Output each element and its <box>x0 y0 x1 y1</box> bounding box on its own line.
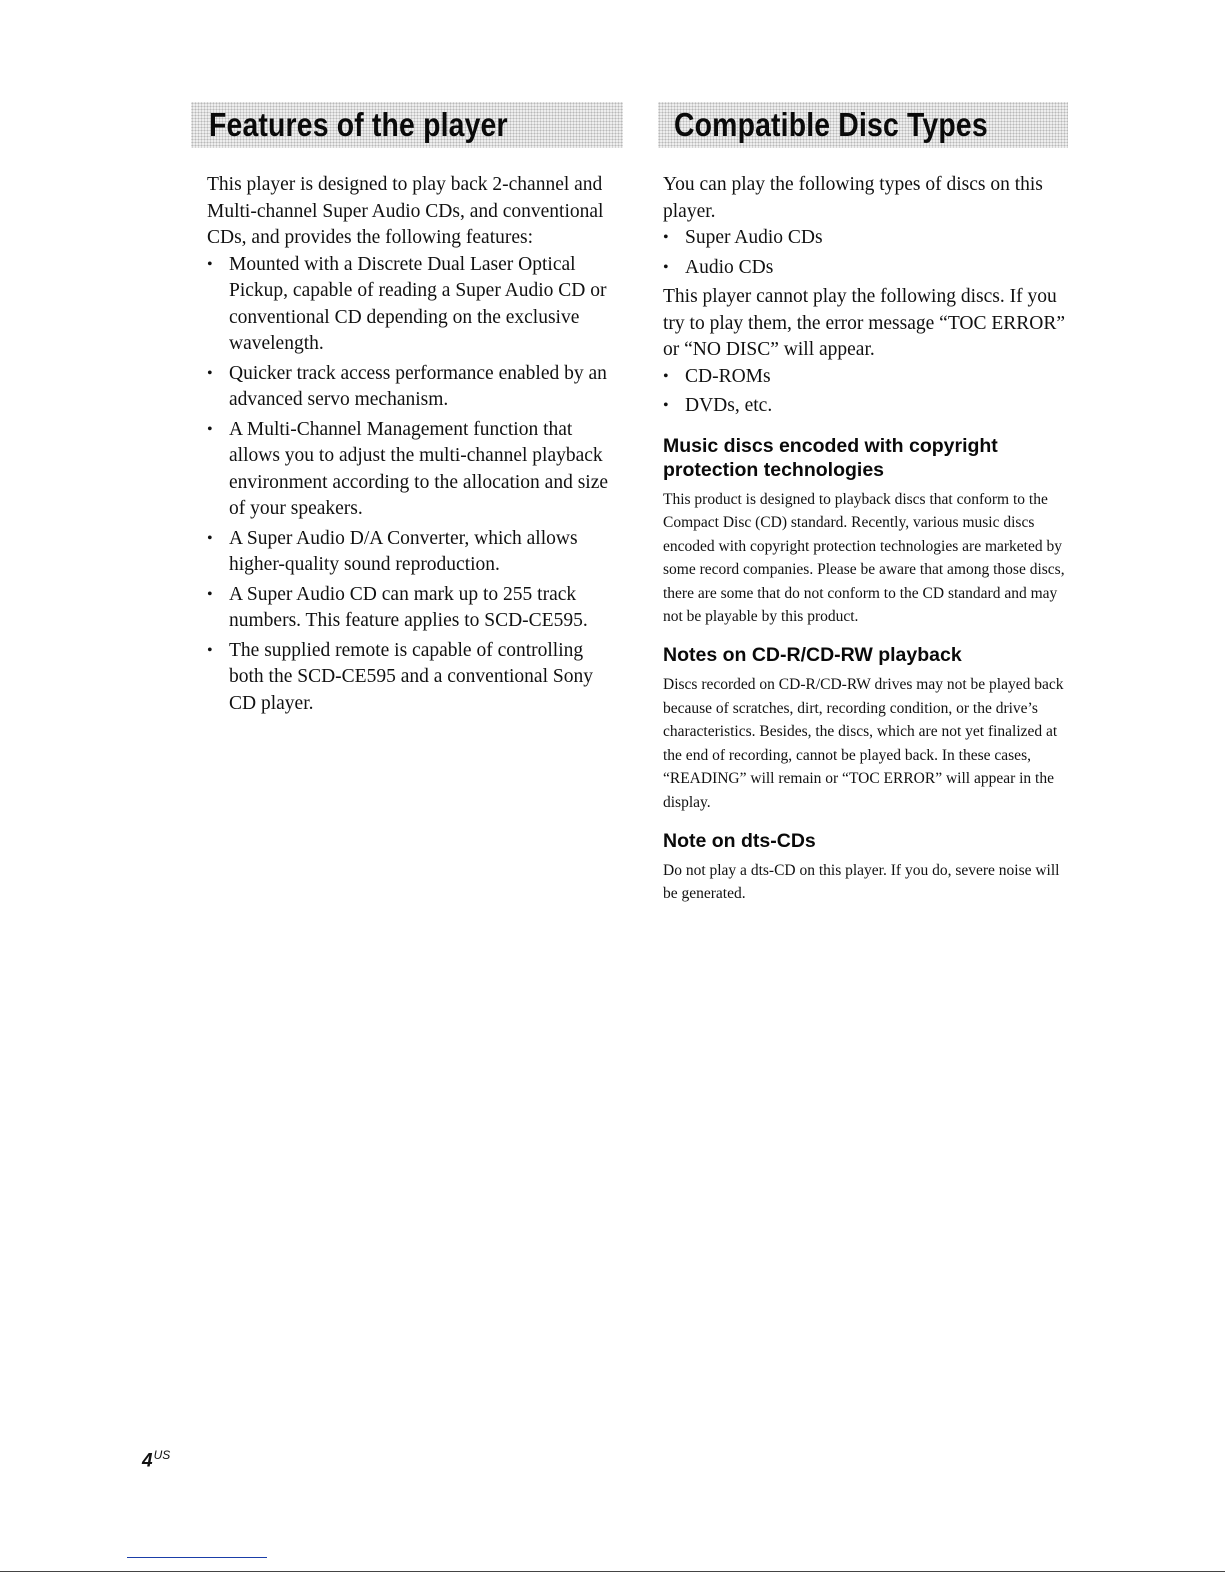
bottom-mark <box>127 1557 267 1558</box>
compatible-section <box>663 102 1075 906</box>
features-title: Features of the player <box>209 106 508 143</box>
cdr-heading: Notes on CD-R/CD-RW playback <box>663 644 962 667</box>
cdr-text: Discs recorded on CD-R/CD-RW drives may not be played back because of scratches, dirt, recording condition, or the drive’s characteristics. Besides, the discs, which are not yet finalized at the end of recording, cannot be played back. In these cases, “READING” will remain or “TOC ERROR” will appear in the display. <box>663 676 1064 812</box>
feature-item: • A Super Audio CD can mark up to 255 track numbers. This feature applies to SCD-CE595. <box>207 582 617 635</box>
playable-list <box>663 225 1075 281</box>
playable-item: • Super Audio CDs <box>663 225 1075 252</box>
unplayable-item: • DVDs, etc. <box>663 393 1075 420</box>
page-number-value: 4 <box>142 1450 153 1472</box>
compatible-intro: You can play the following types of discs on this player. <box>663 174 1043 222</box>
dts-text: Do not play a dts-CD on this player. If you do, severe noise will be generated. <box>663 861 1060 903</box>
features-banner <box>191 102 623 148</box>
compatible-banner <box>658 102 1068 148</box>
compatible-title: Compatible Disc Types <box>674 106 988 143</box>
unplayable-list <box>663 364 1075 420</box>
copyright-heading: Music discs encoded with copyright protection technologies <box>663 434 998 481</box>
features-list <box>207 252 617 718</box>
feature-item: • Mounted with a Discrete Dual Laser Optical Pickup, capable of reading a Super Audio CD or conventional CD depending on the exclusive wavelength. <box>207 252 617 358</box>
copyright-text: This product is designed to playback discs that conform to the Compact Disc (CD) standard. Recently, various music discs encoded with copyright protection technologies are marketed by some record companies. Please be aware that among those discs, there are some that do not conform to the CD standard and may not be playable by this product. <box>663 490 1065 626</box>
features-intro: This player is designed to play back 2-channel and Multi-channel Super Audio CDs, and conventional CDs, and provides the following features: <box>207 174 604 248</box>
features-section <box>207 102 617 720</box>
feature-item: • A Multi-Channel Management function that allows you to adjust the multi-channel playback environment according to the allocation and size of your speakers. <box>207 417 617 523</box>
feature-item: • The supplied remote is capable of controlling both the SCD-CE595 and a conventional Sony CD player. <box>207 638 617 718</box>
bottom-rule <box>0 1571 1225 1572</box>
page-number-suffix: US <box>153 1448 171 1462</box>
cannot-play-text: This player cannot play the following discs. If you try to play them, the error message “TOC ERROR” or “NO DISC” will appear. <box>663 286 1066 360</box>
dts-heading: Note on dts-CDs <box>663 829 816 852</box>
feature-item: • A Super Audio D/A Converter, which allows higher-quality sound reproduction. <box>207 526 617 579</box>
feature-item: • Quicker track access performance enabled by an advanced servo mechanism. <box>207 361 617 414</box>
playable-item: • Audio CDs <box>663 255 1075 282</box>
unplayable-item: • CD-ROMs <box>663 364 1075 391</box>
page-number <box>142 1448 170 1472</box>
